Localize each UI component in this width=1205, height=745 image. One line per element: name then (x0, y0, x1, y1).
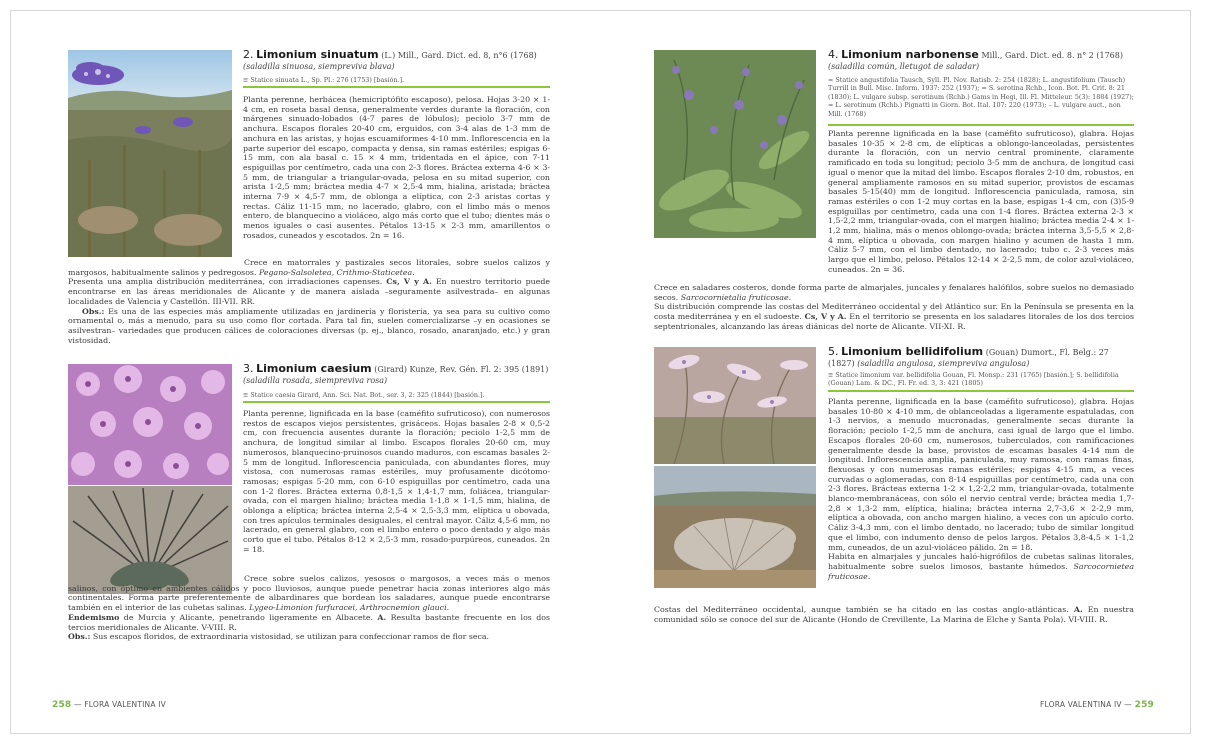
entry-4-common-names: (saladilla común, lletugot de saladar) (828, 62, 980, 71)
entry-3-endemism-text: de Murcia y Alicante, penetrando ligeramente en Albacete. (119, 612, 378, 622)
entry-2-observations (68, 307, 550, 346)
left-running-head: — FLORA VALENTINA IV (73, 700, 166, 709)
entry-5-name: Limonium bellidifolium (841, 345, 984, 358)
entry-2-distribution-rest: En nuestro territorio puede encontrarse en las áreas meridionales de Alicante y de manera aislada –seguramente asilvestrada– en algunas localidades de Valencia y Castellón. III-VII. RR. (68, 277, 550, 306)
entry-2-rule (243, 86, 550, 88)
photo-limonium-bellidifolium-flowers (654, 347, 816, 464)
entry-5-distribution-rest: En nuestra comunidad sólo se conoce del sur de Alicante (Hondo de Crevillente, La Marina de Elche y Santa Pola). VI-VIII. R. (654, 605, 1134, 624)
entry-2-habitat-block (68, 258, 550, 345)
entry-5-common-names: (saladilla angulosa, siempreviva angulosa) (857, 359, 1030, 368)
entry-5-distribution-regions: A. (1073, 605, 1083, 614)
entry-5-number: 5. (828, 345, 839, 358)
entry-3-description (243, 409, 550, 555)
entry-5-description (828, 397, 1134, 581)
entry-5-habitat (828, 552, 1134, 581)
entry-2-habitat-phyto: Pegano-Salsoletea, Crithmo-Staticetea. (258, 267, 415, 277)
entry-2-distribution (68, 277, 550, 306)
entry-4-distribution-rest: En el territorio se presenta en los saladares litorales de los dos tercios septentrionales, alcanzando las áreas diánicas del norte de Alicante. VII-XI. R. (654, 312, 1135, 331)
right-folio (1040, 700, 1154, 710)
entry-2-description-text: Planta perenne, herbácea (hemicriptófito escaposo), pelosa. Hojas 3-20 × 1-4 cm, en roseta basal densa, generalmente verdes durante la floración, con márgenes sinuado-lobados (4-7 pares de lóbulos); peciolo 3-7 mm de anchura. Escapos florales 20-40 cm, erguidos, con 3-4 alas de 1-3 mm de anchura en las aristas, y hojas escuamiformes 4-10 mm. Inflorescencia en la parte superior del escapo, compacta y densa, sin ramas estériles; espigas 6-15 mm, con ala basal c. 15 × 4 mm, tridentada en el ápice, con 7-11 espiguillas por centímetro, cada una con 2-3 flores. Bráctea externa 4-6 × 3-5 mm, de triangular a triangular-ovada, pelosa en su mitad superior, con arista 1-2,5 mm; bráctea media 4-7 × 2,5-4 mm, hialina, aristada; bráctea interna 7-9 × 4,5-7 mm, de oblonga a elíptica, con 2-3 aristas cortas y rectas. Cáliz 11-15 mm, no lacerado, glabro, con el limbo más o menos entero, de blanquecino a violáceo, algo más corto que el tubo; dientes más o menos iguales o casi ausentes. Pétalos 13-15 × 2-3 mm, amarillentos o rosados, cuneados y escotados. 2n = 16. (243, 95, 550, 240)
entry-5-distribution (654, 605, 1134, 624)
entry-5-authority: (Gouan) Dumort., Fl. Belg.: 27 (1827) (828, 348, 1109, 368)
entry-2-habitat (68, 258, 550, 277)
left-page-number: 258 (52, 700, 72, 710)
entry-3-endemism-label: Endemismo (68, 612, 120, 622)
entry-3-synonym: ≡ Statice caesia Girard, Ann. Sci. Nat. Bot., ser. 3, 2: 325 (1844) [basión.]. (243, 391, 485, 399)
entry-2-synonym: ≡ Statice sinuata L., Sp. Pl.: 276 (1753) [basión.]. (243, 76, 405, 84)
entry-2-number: 2. (243, 48, 254, 61)
photo-limonium-narbonense (654, 50, 816, 238)
entry-4-habitat-block (654, 283, 1134, 332)
entry-2-description (243, 95, 550, 241)
entry-3-obs-label: Obs.: (68, 632, 91, 642)
right-page-number: 259 (1134, 700, 1154, 710)
entry-3-name: Limonium caesium (256, 362, 372, 375)
entry-4-authority: Mill., Gard. Dict. ed. 8. n° 2 (1768) (981, 51, 1123, 60)
entry-4-habitat (654, 283, 1134, 302)
entry-4-synonym: = Statice angustifolia Tausch, Syll. Pl. Nov. Ratisb. 2: 254 (1828); L. angustifolium (Tausch) Turrill in Bull. Misc. Inform. 1937: 252 (1937); = S. serotina Rchb., Icon. Bot. Pl. Crit. 8: 21 (1830); L. vulgare subsp. serotinum (Rchb.) Gams in Hegi, Ill. Fl. Mitteleur. 5(3): 1884 (1927); = L. serotinum (Rchb.) Pignatti in Giorn. Bot. Ital. 107: 220 (1973); – L. vulgare auct., non Mill. (1768) (828, 76, 1134, 118)
entry-4-name: Limonium narbonense (841, 48, 979, 61)
entry-3-endemism-region: A. (377, 612, 387, 622)
entry-2-distribution-text: Presenta una amplia distribución mediterránea, con irradiaciones capenses. (68, 277, 387, 287)
entry-3-habitat (68, 574, 550, 613)
entry-3-habitat-text: Crece sobre suelos calizos, yesosos o margosos, a veces más o menos salinos, con óptimo en ambientes cálidos y poco lluviosos, aunque puede penetrar hacia zonas interiores algo más continentales. Forma parte preferentemente de albardinares que bordean los saladares, aunque puede encontrarse también en el interior de las cubetas salinas. (68, 574, 550, 613)
entry-2-authority: (L.) Mill., Gard. Dict. ed. 8, n°6 (1768) (381, 51, 537, 60)
entry-3-common-names: (saladilla rosada, siempreviva rosa) (243, 376, 388, 385)
entry-3-endemism (68, 613, 550, 632)
entry-2-obs-text: Es una de las especies más ampliamente utilizadas en jardinería y floristería, ya sea para su cultivo como ornamental o, más a menudo, para su uso como flor cortada. Para tal fin, suelen comercializarse –y en ocasiones se asilvestran– variedades que producen cálices de coloraciones diversas (p. ej., blanco, rosado, anaranjado, etc.) y gran vistosidad. (68, 306, 550, 345)
entry-4-description (828, 129, 1134, 275)
entry-3-authority: (Girard) Kunze, Rev. Gén. Fl. 2: 395 (1891) (374, 365, 549, 374)
entry-3-habitat-phyto: Lygeo-Limonion furfuracei, Arthrocnemion glauci. (249, 603, 450, 613)
entry-2-obs-label: Obs.: (82, 306, 105, 316)
photo-limonium-caesium-flowers (68, 364, 232, 485)
entry-4-distribution-text: Su distribución comprende las costas del Mediterráneo occidental y del Atlántico sur. En la Península se presenta en la costa mediterránea y en el sudoeste. (654, 302, 1134, 322)
left-folio (52, 700, 166, 710)
entry-4-distribution-regions: Cs, V y A. (804, 312, 847, 322)
right-running-head: FLORA VALENTINA IV — (1040, 700, 1133, 709)
entry-5-distribution-text: Costas del Mediterráneo occidental, aunque también se ha citado en las costas anglo-atlánticas. (654, 605, 1074, 614)
entry-3-obs-text: Sus escapos floridos, de extraordinaria vistosidad, se utilizan para confeccionar ramos de flor seca. (90, 632, 490, 642)
entry-2-heading (243, 50, 550, 72)
entry-5-description-text: Planta perenne, lignificada en la base (caméfito sufruticoso), glabra. Hojas basales 10-80 × 4-10 mm, de oblanceoladas a ligeramente espatuladas, con 1-3 nervios, a menudo mucronadas, generalmente secas durante la floración; peciolo 1-2,5 mm de anchura, casi igual de largo que el limbo. Escapos florales 20-60 cm, numerosos, tuberculados, con ramificaciones generalmente desde la base, provistos de escamas basales 4-14 mm de longitud. Inflorescencia amplia, paniculada, muy ramosa, con ramas finas, flexuosas y con numerosas ramas estériles; espigas 4-15 mm, a veces curvadas o aglomeradas, con 8-14 espiguillas por centímetro, cada una con 2-3 flores. Brácteas externa 1-2 × 1,2-2,2 mm, triangular-ovada, totalmente blanco-membranáceas, con sólo el nervio central verde; bráctea media 1,7-2,8 × 1,3-2 mm, elíptica, hialina; bráctea interna 2,7-3,6 × 2-2,9 mm, elíptica a obovada, con ancho margen hialino, a veces con un apículo corto. Cáliz 3-4,3 mm, con el limbo dentado, no lacerado; tubo de similar longitud que el limbo, con indumento denso de pelos largos. Pétalos 3,8-4,5 × 1-1,2 mm, cuneados, de un azul-violáceo pálido. 2n = 18. (828, 397, 1134, 552)
entry-2-habitat-text: Crece en matorrales y pastizales secos litorales, sobre suelos calizos y margosos, habitualmente salinos y pedregosos. (68, 258, 550, 277)
entry-5-distribution-block (654, 605, 1134, 624)
entry-4-habitat-text: Crece en saladares costeros, donde forma parte de almarjales, juncales y fenalares halófilos, sobre suelos no demasiado secos. (654, 283, 1134, 302)
entry-5-habitat-phyto: Sarcocornietea fruticosae. (828, 561, 1134, 581)
entry-3-description-text: Planta perenne, lignificada en la base (caméfito sufruticoso), con numerosos restos de escapos viejos persistentes, grisáceos. Hojas basales 2-8 × 0,5-2 cm, con frecuencia ausentes durante la floración; peciolo 1-2,5 mm de anchura, de longitud similar al limbo. Escapos florales 20-60 cm, muy numerosos, blanquecino-pruinosos cuando maduros, con escamas basales 2-5 mm de longitud. Inflorescencia paniculada, con abundantes flores, muy vistosa, con numerosas ramas estériles, muy profusamente dicótomo-ramosas; espigas 5-20 mm, con 6-10 espiguillas por centímetro, cada una con 1-2 flores. Bráctea externa 0,8-1,5 × 1,4-1,7 mm, foliácea, triangular-ovada, con el margen hialino; bráctea media 1-1,8 × 1-1,5 mm, hialina, de oblonga a elíptica; bráctea interna 2,5-4 × 2,5-3,3 mm, elíptica u obovada, con tres apículos terminales desiguales, el central mayor. Cáliz 4,5-6 mm, no lacerado, en general glabro, con el limbo entero o poco dentado y algo más corto que el tubo. Pétalos 8-12 × 2,5-3 mm, rosado-purpúreos, cuneados. 2n = 18. (243, 409, 550, 554)
entry-4-rule (828, 124, 1134, 126)
entry-3-rule (243, 401, 550, 403)
entry-5-habitat-text: Habita en almarjales y juncales haló-higrófilos de cubetas salinas litorales, habitualmente sobre suelos limosos, bastante húmedos. (828, 552, 1134, 571)
entry-4-heading (828, 50, 1134, 72)
photo-limonium-sinuatum (68, 50, 232, 257)
entry-3-heading (243, 364, 550, 386)
entry-5-rule (828, 390, 1134, 392)
entry-2-common-names: (saladilla sinuosa, siempreviva blava) (243, 62, 395, 71)
entry-3-observations (68, 632, 550, 642)
entry-2-distribution-regions: Cs, V y A. (386, 277, 432, 287)
photo-limonium-bellidifolium-habit (654, 466, 816, 588)
entry-4-distribution (654, 302, 1134, 331)
entry-3-endemism-rest: Resulta bastante frecuente en los dos tercios meridionales de Alicante. V-VIII. R. (68, 612, 550, 632)
entry-4-number: 4. (828, 48, 839, 61)
entry-4-habitat-phyto: Sarcocornietalia fruticosae. (680, 292, 792, 302)
entry-3-habitat-block (68, 574, 550, 642)
entry-3-number: 3. (243, 362, 254, 375)
entry-5-synonym: ≡ Statice limonium var. bellidifolia Gouan, Fl. Monsp.: 231 (1765) [basión.]; S. bellidifolia (Gouan) Lam. & DC., Fl. Fr. ed. 3, 3: 421 (1805) (828, 371, 1119, 388)
entry-2-name: Limonium sinuatum (256, 48, 379, 61)
entry-5-heading (828, 347, 1134, 369)
entry-4-description-text: Planta perenne lignificada en la base (caméfito sufruticoso), glabra. Hojas basales 10-35 × 2-8 cm, de elípticas a oblongo-lanceoladas, persistentes durante la floración, con un nervio central prominente, claramente ramificado en toda su longitud; peciolo 3-5 mm de anchura, de longitud casi igual o menor que la mitad del limbo. Escapos florales 2-10 dm, robustos, en general ampliamente ramosos en su mitad superior, provistos de escamas basales 5-15(40) mm de longitud. Inflorescencia paniculada, ramosa, sin ramas estériles o con 1-2 muy cortas en la base, espigas 1-4 cm, con (3)5-9 espiguillas por centímetro, cada una con 1-4 flores. Bráctea externa 2-3 × 1,5-2,2 mm, triangular-ovada, con el margen hialino; bráctea media 2-4 × 1-1,2 mm, hialina, más o menos oblongo-ovada; bráctea interna 3,5-5,5 × 2,8-4 mm, elíptica u obovada, con margen hialino y acumen de hasta 1 mm. Cáliz 5-7 mm, con el limbo dentado, no lacerado; tubo c. 2-3 veces más largo que el limbo, peloso. Pétalos 12-14 × 2-2,5 mm, de color azul-violáceo, cuneados. 2n = 36. (828, 129, 1134, 274)
